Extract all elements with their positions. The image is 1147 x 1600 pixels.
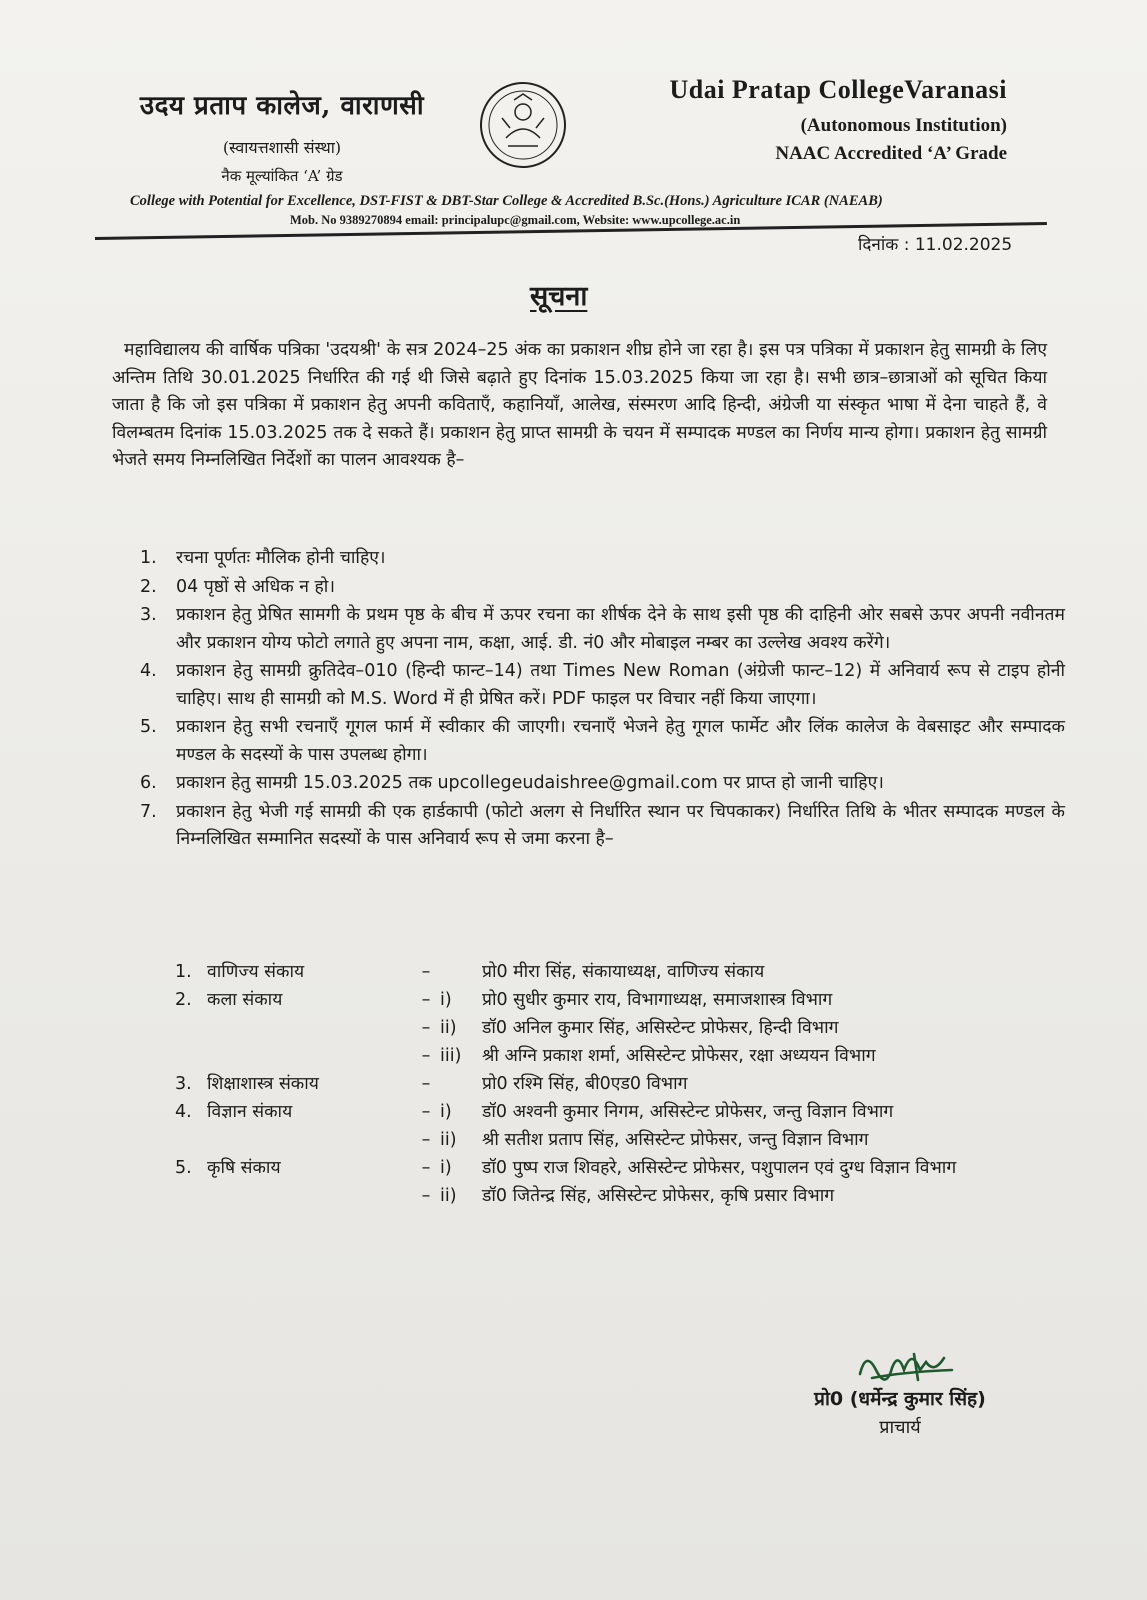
member-sub-index: i) bbox=[440, 1158, 452, 1178]
member-dash: – bbox=[421, 1018, 431, 1038]
member-row bbox=[175, 958, 1055, 986]
member-number bbox=[175, 1126, 207, 1154]
member-dash: – bbox=[421, 1074, 431, 1094]
member-row bbox=[175, 1098, 1055, 1126]
member-faculty: शिक्षाशास्त्र संकाय bbox=[207, 1074, 319, 1094]
instruction-number: 1. bbox=[140, 548, 157, 568]
hindi-grade-label: नैक मूल्यांकित ‘A’ ग्रेड bbox=[221, 167, 343, 185]
instruction-number: 5. bbox=[140, 717, 157, 737]
instruction-number: 6. bbox=[140, 773, 157, 793]
member-faculty bbox=[207, 1182, 412, 1210]
member-details: डॉ0 जितेन्द्र सिंह, असिस्टेन्ट प्रोफेसर, कृषि प्रसार विभाग bbox=[482, 1186, 835, 1206]
signatory-designation: प्राचार्य bbox=[879, 1417, 921, 1438]
member-dash: – bbox=[421, 1186, 431, 1206]
member-dash: – bbox=[421, 990, 431, 1010]
member-details: डॉ0 अश्वनी कुमार निगम, असिस्टेन्ट प्रोफेसर, जन्तु विज्ञान विभाग bbox=[482, 1102, 894, 1122]
instruction-number: 3. bbox=[140, 605, 157, 625]
member-sub-index: ii) bbox=[440, 1130, 457, 1150]
member-number: 1. bbox=[175, 962, 192, 982]
member-sub-index: ii) bbox=[440, 1018, 457, 1038]
member-number bbox=[175, 1182, 207, 1210]
instruction-item bbox=[140, 770, 1065, 798]
member-details: डॉ0 अनिल कुमार सिंह, असिस्टेन्ट प्रोफेसर, हिन्दी विभाग bbox=[482, 1018, 839, 1038]
college-emblem-icon bbox=[478, 80, 568, 170]
english-college-name: Udai Pratap CollegeVaranasi bbox=[669, 75, 1007, 104]
member-sub-index bbox=[440, 958, 482, 986]
member-dash: – bbox=[421, 1046, 431, 1066]
member-dash: – bbox=[421, 1158, 431, 1178]
member-row bbox=[175, 1042, 1055, 1070]
member-number: 2. bbox=[175, 990, 192, 1010]
instruction-text: प्रकाशन हेतु सामग्री 15.03.2025 तक upcollegeudaishree@gmail.com पर प्राप्त हो जानी चाहिए। bbox=[176, 773, 884, 793]
member-row bbox=[175, 1014, 1055, 1042]
member-sub-index: ii) bbox=[440, 1186, 457, 1206]
instruction-item bbox=[140, 658, 1065, 713]
member-row bbox=[175, 1126, 1055, 1154]
member-sub-index: i) bbox=[440, 990, 452, 1010]
instruction-item bbox=[140, 602, 1065, 657]
instruction-text: 04 पृष्ठों से अधिक न हो। bbox=[176, 576, 335, 597]
member-details: प्रो0 रश्मि सिंह, बी0एड0 विभाग bbox=[482, 1074, 688, 1094]
member-row bbox=[175, 1154, 1055, 1182]
member-row bbox=[175, 1182, 1055, 1210]
instruction-list bbox=[140, 545, 1065, 855]
hindi-letterhead bbox=[112, 86, 452, 186]
member-row bbox=[175, 1070, 1055, 1098]
signatory-block bbox=[770, 1385, 1030, 1439]
member-row bbox=[175, 986, 1055, 1014]
member-faculty bbox=[207, 1014, 412, 1042]
instruction-text: प्रकाशन हेतु प्रेषित सामगी के प्रथम पृष्ठ के बीच में ऊपर रचना का शीर्षक देने के साथ इसी पृष्ठ की दाहिनी ओर सबसे ऊपर अपनी नवीनतम और प्रकाशन योग्य फोटो लगाते हुए अपना नाम, कक्षा, आई. डी. नं0 और मोबाइल नम्बर का उल्लेख अवश्य करेंगे। bbox=[176, 605, 1065, 653]
instruction-item bbox=[140, 574, 1065, 602]
notice-paragraph: महाविद्यालय की वार्षिक पत्रिका 'उदयश्री' के सत्र 2024–25 अंक का प्रकाशन शीघ्र होने जा रहा है। इस पत्र पत्रिका में प्रकाशन हेतु सामग्री के लिए अन्तिम तिथि 30.01.2025 निर्धारित की गई थी जिसे बढ़ाते हुए दिनांक 15.03.2025 किया जा रहा है। सभी छात्र–छात्राओं को सूचित किया जाता है कि जो इस पत्रिका में प्रकाशन हेतु अपनी कविताएँ, कहानियाँ, आलेख, संस्मरण आदि हिन्दी, अंग्रेजी या संस्कृत भाषा में देना चाहते हैं, वे विलम्बतम दिनांक 15.03.2025 तक दे सकते हैं। प्रकाशन हेतु प्राप्त सामग्री के चयन में सम्पादक मण्डल का निर्णय मान्य होगा। प्रकाशन हेतु सामग्री भेजते समय निम्नलिखित निर्देशों का पालन आवश्यक है– bbox=[112, 340, 1047, 470]
member-faculty: कला संकाय bbox=[207, 990, 283, 1010]
instruction-text: रचना पूर्णतः मौलिक होनी चाहिए। bbox=[176, 548, 386, 568]
principal-signature bbox=[852, 1340, 962, 1390]
member-faculty: कृषि संकाय bbox=[207, 1158, 281, 1178]
instruction-number: 4. bbox=[140, 661, 157, 681]
english-letterhead bbox=[577, 75, 1007, 165]
english-autonomous-label: (Autonomous Institution) bbox=[800, 115, 1007, 136]
member-faculty bbox=[207, 1042, 412, 1070]
member-dash: – bbox=[421, 962, 431, 982]
member-sub-index bbox=[440, 1070, 482, 1098]
member-number: 4. bbox=[175, 1102, 192, 1122]
notice-title: सूचना bbox=[530, 281, 588, 312]
hindi-college-name: उदय प्रताप कालेज, वाराणसी bbox=[139, 91, 425, 121]
instruction-number: 2. bbox=[140, 576, 157, 597]
college-tagline: College with Potential for Excellence, DST-FIST & DBT-Star College & Accredited B.Sc.(Hons.) Agriculture ICAR (NAEAB) bbox=[130, 193, 883, 209]
notice-date: दिनांक : 11.02.2025 bbox=[858, 235, 1013, 255]
member-details: प्रो0 सुधीर कुमार राय, विभागाध्यक्ष, समाजशास्त्र विभाग bbox=[482, 990, 833, 1010]
member-dash: – bbox=[421, 1130, 431, 1150]
instruction-item bbox=[140, 545, 1065, 573]
instruction-text: प्रकाशन हेतु सामग्री क्रुतिदेव–010 (हिन्दी फान्ट–14) तथा Times New Roman (अंग्रेजी फान्ट–12) में अनिवार्य रूप से टाइप होनी चाहिए। साथ ही सामग्री को M.S. Word में ही प्रेषित करें। PDF फाइल पर विचार नहीं किया जाएगा। bbox=[176, 661, 1065, 709]
member-details: डॉ0 पुष्प राज शिवहरे, असिस्टेन्ट प्रोफेसर, पशुपालन एवं दुग्ध विज्ञान विभाग bbox=[482, 1158, 957, 1178]
editorial-board-list bbox=[175, 958, 1055, 1210]
instruction-number: 7. bbox=[140, 801, 157, 822]
instruction-text: प्रकाशन हेतु सभी रचनाएँ गूगल फार्म में स्वीकार की जाएगी। रचनाएँ भेजने हेतु गूगल फार्मेट और लिंक कालेज के वेबसाइट और सम्पादक मण्डल के सदस्यों के पास उपलब्ध होगा। bbox=[176, 717, 1065, 765]
member-number bbox=[175, 1014, 207, 1042]
member-sub-index: iii) bbox=[440, 1046, 462, 1066]
member-sub-index: i) bbox=[440, 1102, 452, 1122]
english-grade-label: NAAC Accredited ‘A’ Grade bbox=[775, 143, 1007, 164]
signatory-name: प्रो0 (धर्मेन्द्र कुमार सिंह) bbox=[814, 1388, 986, 1410]
hindi-autonomous-label: (स्वायत्तशासी संस्था) bbox=[222, 138, 342, 157]
member-details: प्रो0 मीरा सिंह, संकायाध्यक्ष, वाणिज्य संकाय bbox=[482, 962, 765, 982]
instruction-item bbox=[140, 799, 1065, 854]
member-details: श्री सतीश प्रताप सिंह, असिस्टेन्ट प्रोफेसर, जन्तु विज्ञान विभाग bbox=[482, 1130, 869, 1150]
member-number: 3. bbox=[175, 1074, 192, 1094]
member-number bbox=[175, 1042, 207, 1070]
instruction-item bbox=[140, 714, 1065, 769]
member-faculty bbox=[207, 1126, 412, 1154]
instruction-text: प्रकाशन हेतु भेजी गई सामग्री की एक हार्डकापी (फोटो अलग से निर्धारित स्थान पर चिपकाकर) निर्धारित तिथि के भीतर सम्पादक मण्डल के निम्नलिखित सम्मानित सदस्यों के पास अनिवार्य रूप से जमा करना है– bbox=[176, 801, 1065, 849]
member-faculty: वाणिज्य संकाय bbox=[207, 962, 305, 982]
contact-line: Mob. No 9389270894 email: principalupc@gmail.com, Website: www.upcollege.ac.in bbox=[290, 213, 741, 227]
member-details: श्री अग्नि प्रकाश शर्मा, असिस्टेन्ट प्रोफेसर, रक्षा अध्ययन विभाग bbox=[482, 1046, 876, 1066]
member-faculty: विज्ञान संकाय bbox=[207, 1102, 293, 1122]
member-dash: – bbox=[421, 1102, 431, 1122]
member-number: 5. bbox=[175, 1158, 192, 1178]
